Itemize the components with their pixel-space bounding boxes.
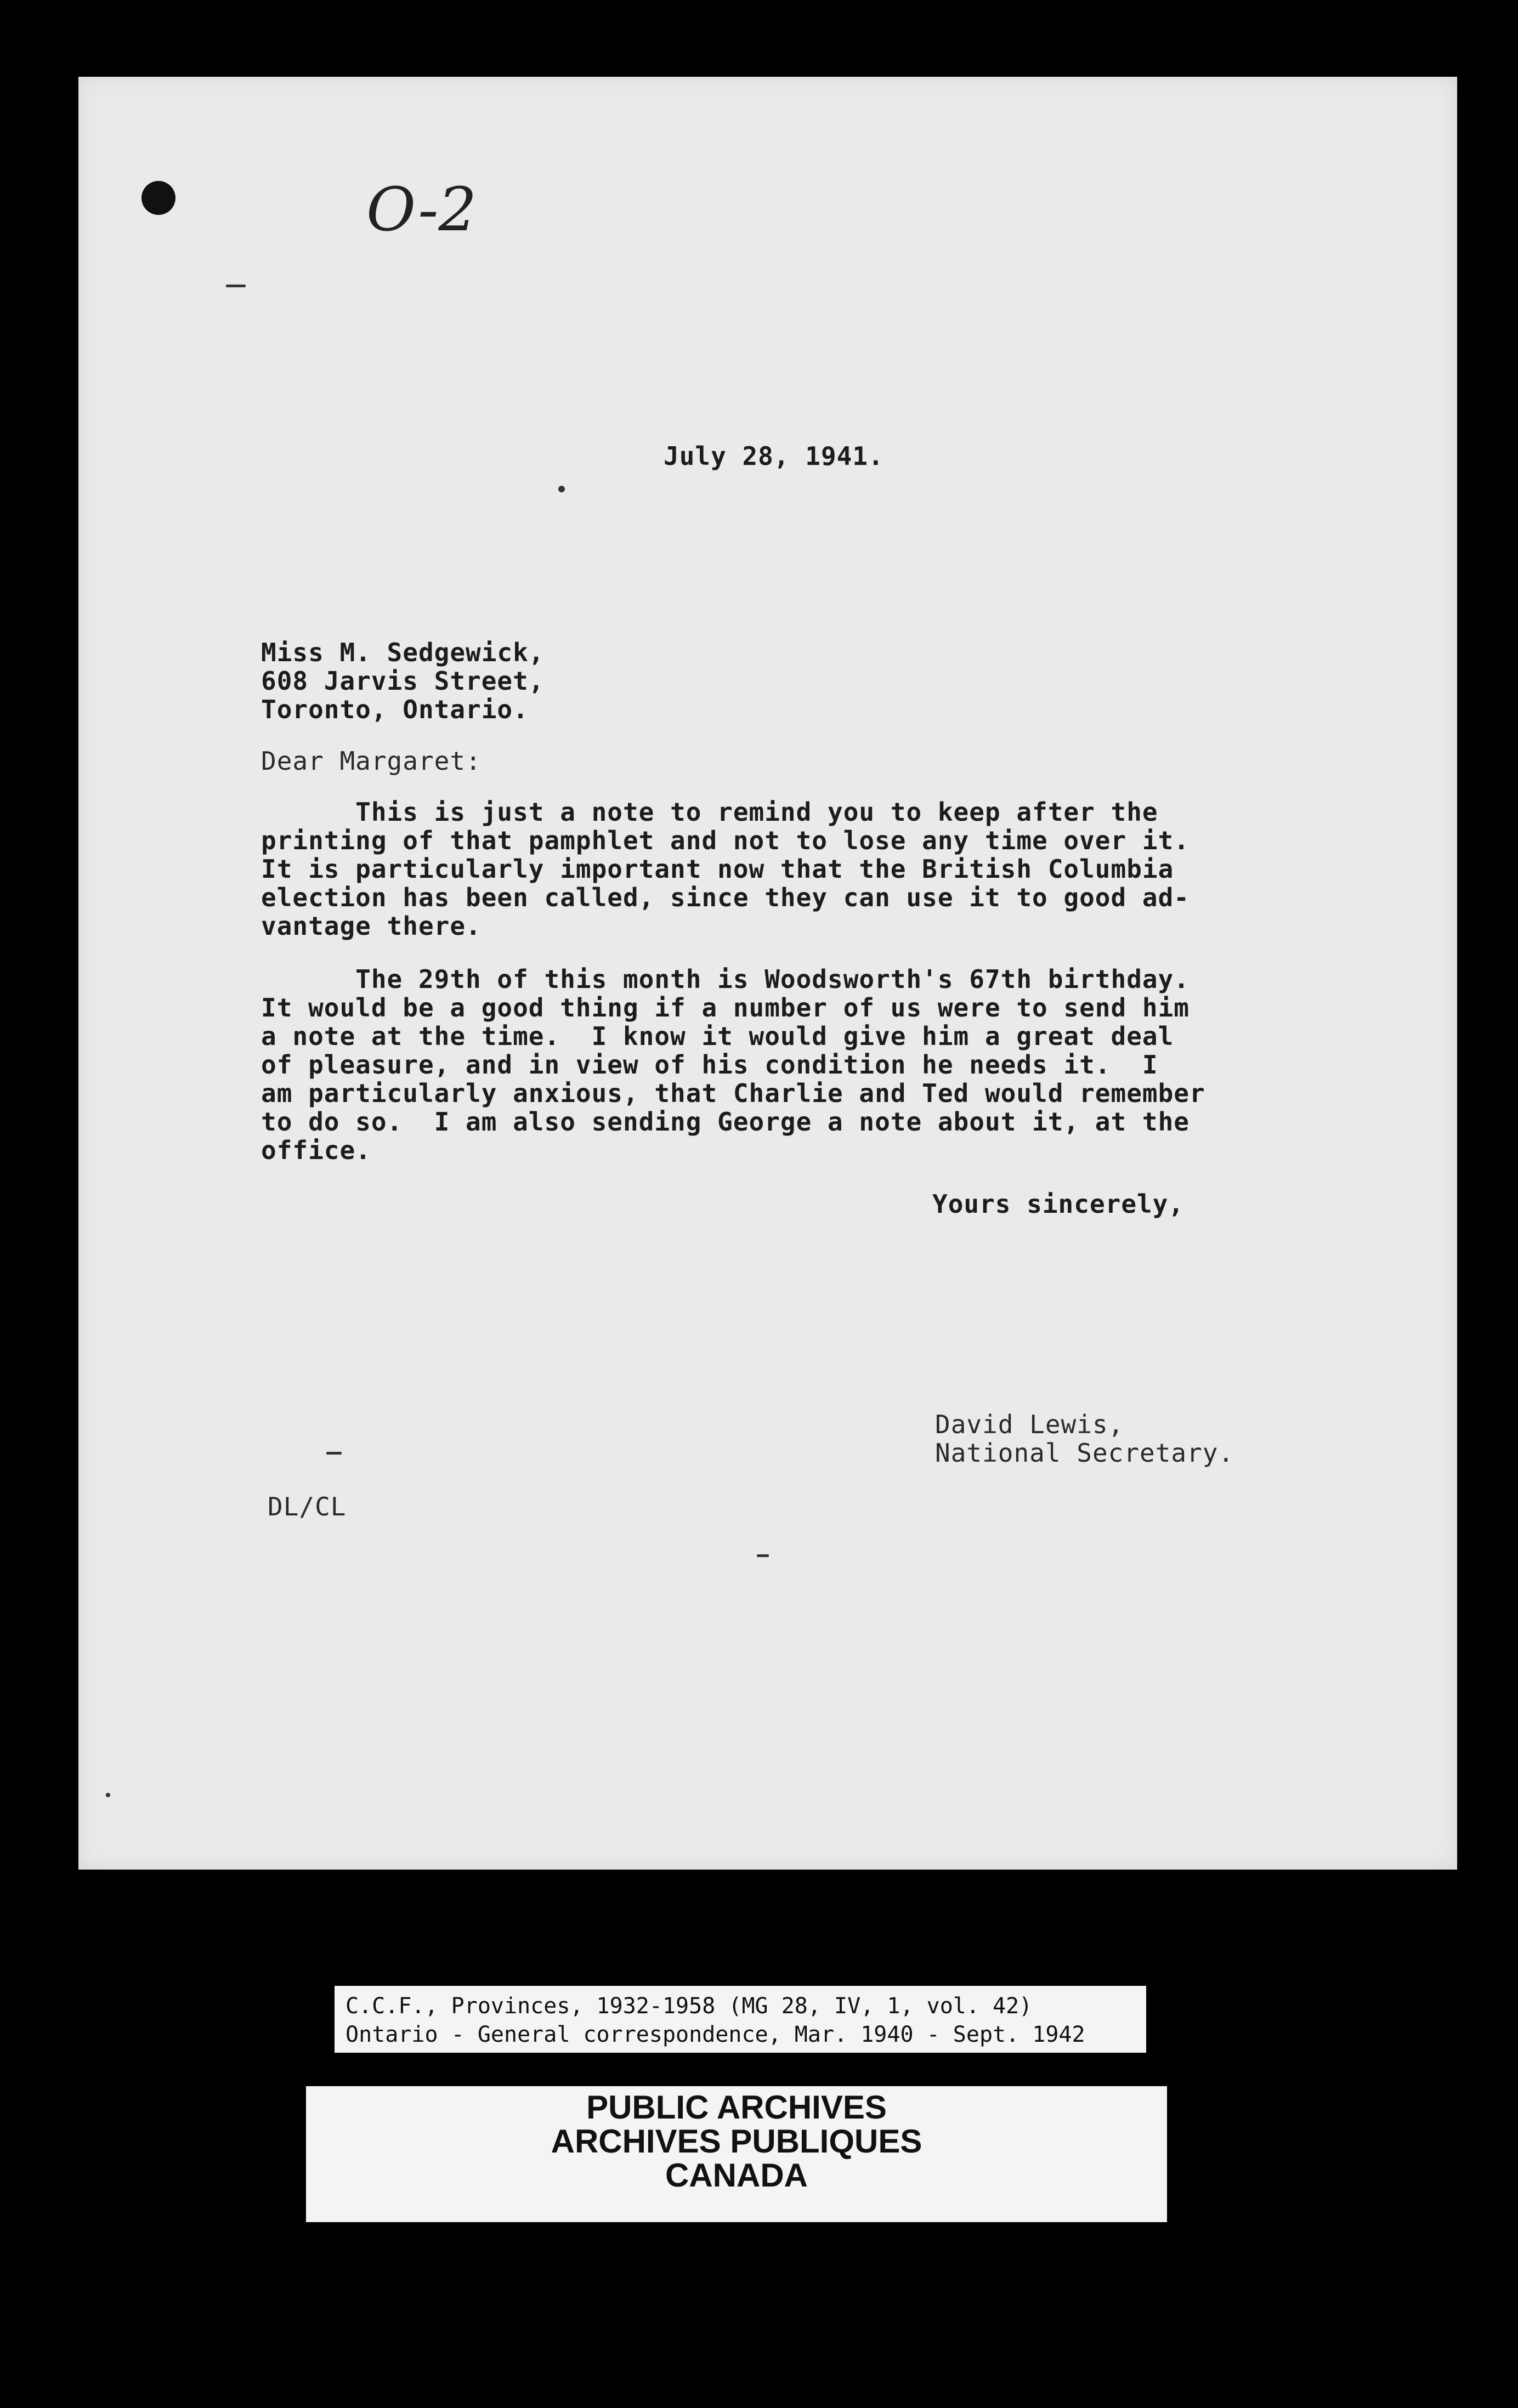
paragraph-line: to do so. I am also sending George a note about it, at the bbox=[261, 1107, 1190, 1137]
paragraph-line: am particularly anxious, that Charlie and Ted would remember bbox=[261, 1078, 1205, 1108]
signature-title: National Secretary. bbox=[935, 1438, 1234, 1468]
stamp-line-3: CANADA bbox=[665, 2157, 808, 2194]
letter-date: July 28, 1941. bbox=[664, 441, 884, 471]
speck bbox=[558, 486, 565, 492]
paragraph-line: of pleasure, and in view of his condition he needs it. I bbox=[261, 1050, 1158, 1080]
stamp-line-1: PUBLIC ARCHIVES bbox=[586, 2089, 887, 2126]
paragraph-line: This is just a note to remind you to keep after the bbox=[261, 797, 1158, 827]
recipient-name: Miss M. Sedgewick, bbox=[261, 638, 545, 667]
salutation: Dear Margaret: bbox=[261, 746, 482, 776]
paragraph-2 bbox=[261, 965, 1205, 1165]
paragraph-line: vantage there. bbox=[261, 911, 482, 941]
paragraph-line: office. bbox=[261, 1135, 371, 1165]
paragraph-line: printing of that pamphlet and not to lose any time over it. bbox=[261, 826, 1190, 855]
paragraph-line: The 29th of this month is Woodsworth's 67th birthday. bbox=[261, 964, 1190, 994]
stamp-line-2: ARCHIVES PUBLIQUES bbox=[551, 2123, 922, 2160]
paragraph-line: election has been called, since they can use it to good ad- bbox=[261, 883, 1190, 912]
speck bbox=[326, 1452, 342, 1455]
recipient-street: 608 Jarvis Street, bbox=[261, 666, 545, 696]
archive-label-line-1: C.C.F., Provinces, 1932-1958 (MG 28, IV, 1, vol. 42) bbox=[345, 1994, 1033, 2019]
initials: DL/CL bbox=[268, 1492, 347, 1521]
paragraph-1 bbox=[261, 798, 1190, 940]
speck bbox=[106, 1793, 110, 1797]
closing: Yours sincerely, bbox=[932, 1189, 1185, 1219]
recipient-city: Toronto, Ontario. bbox=[261, 695, 529, 724]
speck bbox=[757, 1554, 769, 1557]
handwritten-mark: O-2 bbox=[366, 174, 477, 245]
speck bbox=[226, 285, 246, 287]
archive-stamp bbox=[306, 2086, 1167, 2222]
punch-hole bbox=[141, 181, 175, 215]
archive-reference-label bbox=[335, 1986, 1146, 2053]
archive-label-line-2: Ontario - General correspondence, Mar. 1940 - Sept. 1942 bbox=[345, 2022, 1085, 2047]
paragraph-line: It would be a good thing if a number of us were to send him bbox=[261, 993, 1190, 1023]
paragraph-line: a note at the time. I know it would give him a great deal bbox=[261, 1021, 1174, 1051]
signature-name: David Lewis, bbox=[935, 1410, 1124, 1439]
paragraph-line: It is particularly important now that the British Columbia bbox=[261, 854, 1174, 884]
